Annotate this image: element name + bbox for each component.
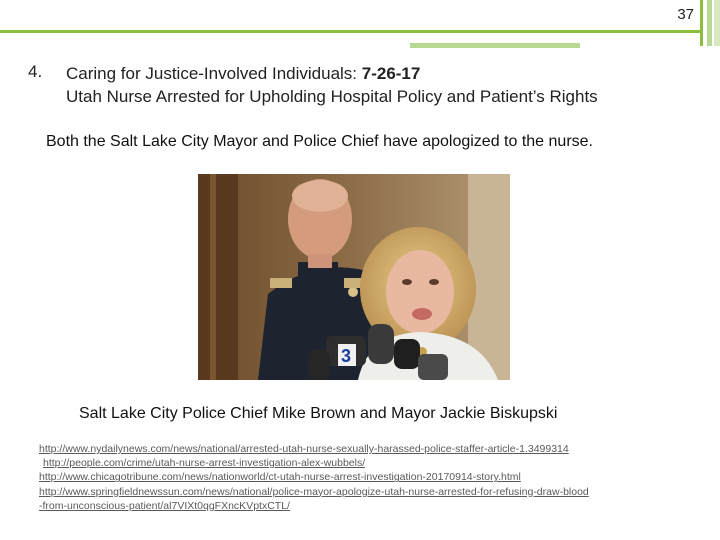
heading-line-2: Utah Nurse Arrested for Upholding Hospital Policy and Patient’s Rights xyxy=(66,87,598,106)
slide-heading xyxy=(66,62,598,108)
slide-number: 37 xyxy=(677,6,694,23)
photo-caption: Salt Lake City Police Chief Mike Brown and Mayor Jackie Biskupski xyxy=(79,405,558,422)
reference-link[interactable]: -from-unconscious-patient/al7VIXt0qgFXncKVptxCTL/ xyxy=(39,499,290,512)
corner-stripe xyxy=(707,0,712,46)
reference-link[interactable]: http://www.nydailynews.com/news/national/arrested-utah-nurse-sexually-harassed-police-staffer-article-1.3499314 xyxy=(39,443,569,455)
reference-links xyxy=(39,442,589,513)
header-rule xyxy=(0,30,700,33)
reference-link[interactable]: http://people.com/crime/utah-nurse-arrest-investigation-alex-wubbels/ xyxy=(43,457,366,470)
subheading: Both the Salt Lake City Mayor and Police Chief have apologized to the nurse. xyxy=(46,133,593,150)
header-band xyxy=(0,0,700,30)
corner-stripe xyxy=(714,0,720,46)
reference-link[interactable]: http://www.chicagotribune.com/news/nationworld/ct-utah-nurse-arrest-investigation-20170914-story.html xyxy=(39,471,521,484)
microphone-label: 3 xyxy=(341,346,352,366)
reference-link[interactable]: http://www.springfieldnewssun.com/news/national/police-mayor-apologize-utah-nurse-arrested-for-refusing-draw-blood xyxy=(39,485,589,498)
press-conference-photo xyxy=(198,174,510,380)
heading-date: 7-26-17 xyxy=(361,64,421,83)
corner-stripe xyxy=(700,0,703,46)
list-number: 4. xyxy=(28,62,43,81)
header-accent-bar xyxy=(410,43,580,48)
heading-prefix: Caring for Justice-Involved Individuals: xyxy=(66,64,362,83)
